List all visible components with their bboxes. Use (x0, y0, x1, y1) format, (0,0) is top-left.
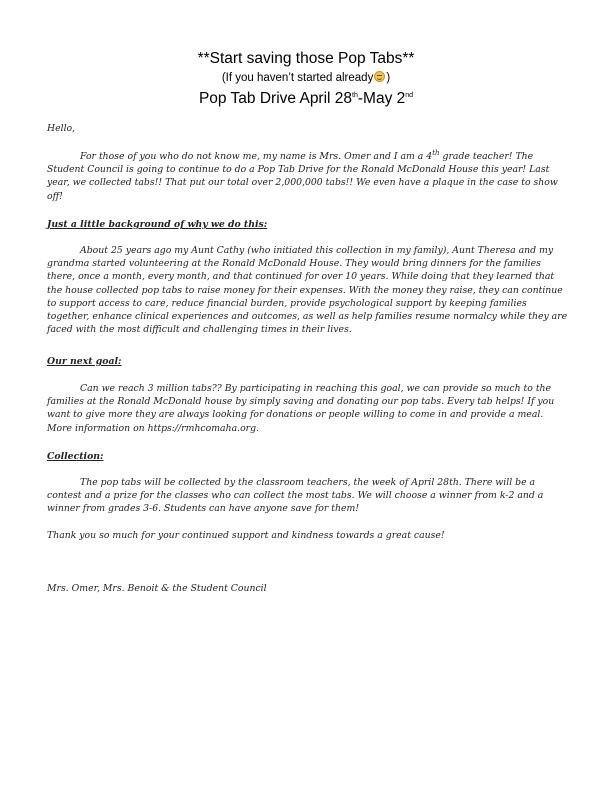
intro-sup: th (432, 148, 440, 157)
drive-dates (0, 90, 612, 108)
drive-mid: -May 2 (357, 90, 406, 107)
thanks-line: Thank you so much for your continued support and kindness towards a great cause! (47, 530, 445, 541)
intro-text-2: grade teacher! The Student Council is going to continue to do a Pop Tab Drive for the Ronald McDonald House this year! Last year, we collected tabs!! That put our total over 2,000,000 tabs!! We even have a plaque in the case to show off! (47, 151, 558, 202)
greeting: Hello, (47, 123, 76, 134)
winking-smiley-icon (374, 71, 385, 82)
drive-prefix: Pop Tab Drive April 28 (198, 90, 353, 107)
intro-paragraph (47, 150, 569, 203)
subtitle (0, 71, 612, 84)
subtitle-text: (If you haven’t started already (221, 72, 374, 84)
goal-paragraph: Can we reach 3 million tabs?? By participating in reaching this goal, we can provide so much to the families at the Ronald McDonald house by simply saving and donating our pop tabs. Every tab helps! If you want to give more they are always looking for donations or people willing to come in and provide a meal. More information on https://rmhcomaha.org. (47, 383, 555, 434)
goal-heading: Our next goal: (47, 356, 122, 367)
drive-sup-nd: nd (405, 91, 414, 99)
background-paragraph: About 25 years ago my Aunt Cathy (who initiated this collection in my family), Aunt Theresa and my grandma started volunteering at the Ronald McDonald House. They would bring dinners for the families there, once a month, every month, and that continued for over 10 years. While doing that they learned that the house collected pop tabs to raise money for their expenses. With the money they raise, they can continue to support access to care, reduce financial burden, provide psychological support by keeping families together, enhance clinical experiences and outcomes, as well as help families resume normalcy while they are faced with the most difficult and challenging times in their lives. (47, 245, 568, 336)
intro-text-1: For those of you who do not know me, my name is Mrs. Omer and I am a 4 (80, 151, 433, 162)
page-title: **Start saving those Pop Tabs** (197, 50, 415, 67)
drive-sup-th: th (352, 91, 358, 99)
collection-paragraph: The pop tabs will be collected by the classroom teachers, the week of April 28th. There will be a contest and a prize for the classes who can collect the most tabs. We will choose a winner from k-2 and a winner from grades 3-6. Students can have anyone save for them! (47, 477, 544, 515)
background-heading: Just a little background of why we do this: (47, 219, 268, 230)
signature: Mrs. Omer, Mrs. Benoit & the Student Council (47, 583, 267, 594)
collection-heading: Collection: (47, 451, 104, 462)
subtitle-close: ) (386, 72, 391, 84)
